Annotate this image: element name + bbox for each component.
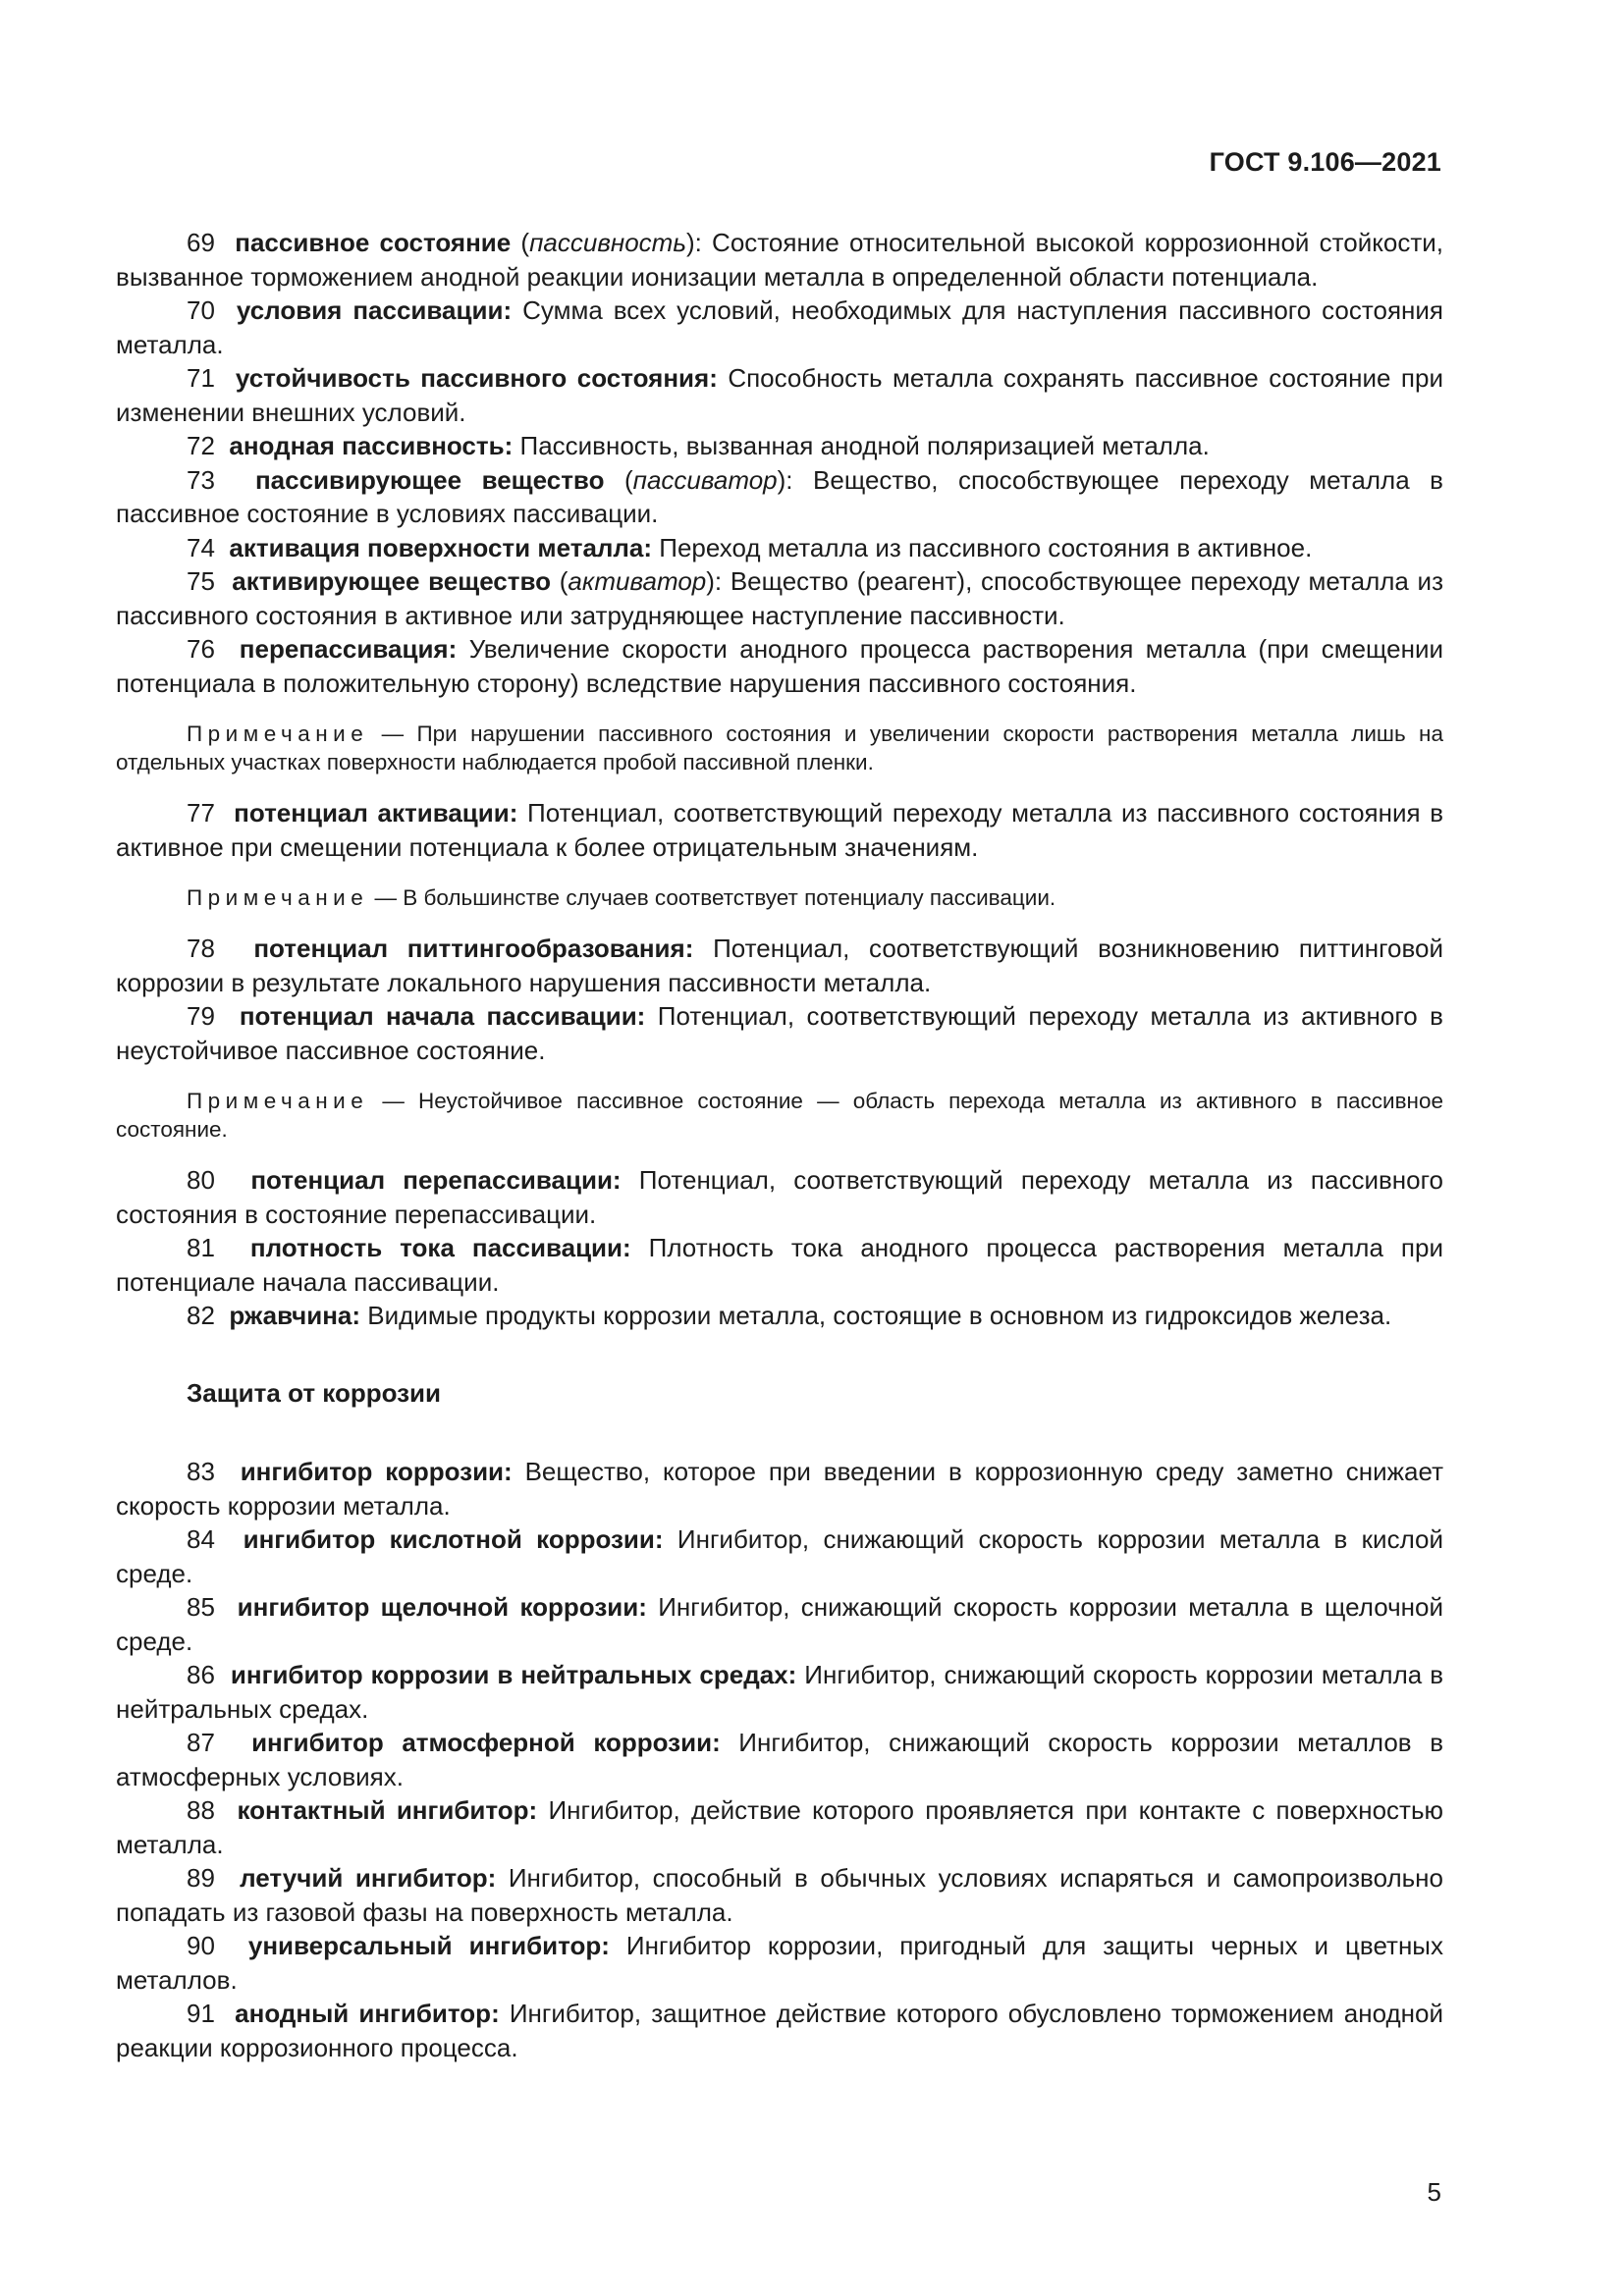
entry-number: 84 [187,1524,215,1554]
entry-term: универсальный ингибитор: [247,1931,610,1960]
note-text: — При нарушении пассивного состояния и увеличении скорости растворения металла лишь на отдельных участках поверхности наблюдается пробой пассивной пленки. [116,721,1443,774]
entry-term: плотность тока пассивации: [249,1233,631,1262]
entry-number: 86 [187,1660,215,1689]
term-entry [116,1163,1443,1231]
entry-definition: Пассивность, вызванная анодной поляризацией металла. [513,431,1210,460]
term-entry [116,932,1443,999]
term-entry [116,294,1443,361]
entry-definition: Вещество (реагент), способствующее переходу металла из пассивного состояния в активное или затрудняющее наступление пассивности. [116,566,1443,630]
entry-term: перепассивация: [239,634,458,664]
entry-definition: Потенциал, соответствующий возникновению питтинговой коррозии в результате локального нарушения пассивности металла. [116,934,1444,997]
term-entry [116,531,1443,565]
terms-block-3 [116,1163,1443,1333]
note [116,1087,1443,1144]
entry-number: 71 [187,363,215,393]
entry-number: 85 [187,1592,215,1622]
entry-term: летучий ингибитор: [240,1863,497,1893]
entry-number: 83 [187,1457,215,1486]
page-number: 5 [1427,2177,1441,2207]
entry-synonym: активатор [568,566,707,596]
note-label: Примечание [187,1089,369,1113]
entry-definition: Ингибитор, действие которого проявляется при контакте с поверхностью металла. [116,1795,1444,1859]
entry-paren-close: ): [706,566,723,596]
document-header: ГОСТ 9.106—2021 [1209,147,1441,177]
entry-number: 77 [187,798,215,828]
entry-definition: Плотность тока анодного процесса растворения металла при потенциале начала пассивации. [116,1233,1443,1297]
entry-term: активирующее вещество [232,566,552,596]
entry-paren-open: ( [511,228,530,257]
entry-definition: Ингибитор, снижающий скорость коррозии металла в кислой среде. [116,1524,1444,1588]
entry-term: ингибитор коррозии в нейтральных средах: [230,1660,797,1689]
term-entry [116,429,1443,463]
term-entry [116,1231,1443,1299]
term-entry [116,1861,1443,1929]
entry-term: потенциал питтингообразования: [253,934,694,963]
entry-number: 75 [187,566,215,596]
entry-number: 76 [187,634,215,664]
entry-term: устойчивость пассивного состояния: [235,363,718,393]
entry-term: ингибитор кислотной коррозии: [243,1524,664,1554]
entry-number: 79 [187,1001,215,1031]
entry-term: активация поверхности металла: [229,532,653,562]
entry-definition: Потенциал, соответствующий переходу металла из пассивного состояния в состояние перепассивации. [116,1165,1443,1229]
entry-paren-close: ): [686,228,702,257]
entry-term: потенциал начала пассивации: [239,1001,646,1031]
entry-number: 90 [187,1931,215,1960]
entry-term: пассивное состояние [235,228,512,257]
term-entry [116,361,1443,429]
entry-term: анодная пассивность: [229,431,514,460]
entry-definition: Потенциал, соответствующий переходу металла из пассивного состояния в активное при смещении потенциала к более отрицательным значениям. [116,798,1444,862]
note-label: Примечание [187,721,369,746]
entry-paren-open: ( [551,566,568,596]
entry-term: потенциал активации: [234,798,518,828]
entry-definition: Ингибитор, снижающий скорость коррозии металлов в атмосферных условиях. [116,1728,1444,1791]
term-entry [116,564,1443,632]
term-entry [116,999,1443,1067]
entry-synonym: пассиватор [632,464,778,495]
entry-definition: Состояние относительной высокой коррозионной стойкости, вызванное торможением анодной реакции ионизации металла в определенной области потенциала. [116,228,1443,292]
entry-synonym: пассивность [529,228,686,257]
entry-definition: Ингибитор, снижающий скорость коррозии металла в щелочной среде. [116,1592,1443,1656]
term-entry [116,1997,1443,2064]
entry-term: анодный ингибитор: [235,1999,500,2028]
terms-block-1 [116,226,1443,700]
entry-number: 69 [187,228,215,257]
entry-term: пассивирующее вещество [254,464,605,495]
note-label: Примечание [187,885,369,910]
entry-definition: Ингибитор, способный в обычных условиях испаряться и самопроизвольно попадать из газовой фазы на поверхность металла. [116,1863,1443,1927]
terms-block-2 [116,932,1443,1067]
term-entry [116,1522,1443,1590]
note [116,883,1443,912]
note [116,720,1443,776]
entry-definition: Видимые продукты коррозии металла, состоящие в основном из гидроксидов железа. [360,1301,1392,1330]
term-entry [116,463,1443,531]
entry-term: ингибитор щелочной коррозии: [237,1592,647,1622]
entry-number: 78 [187,934,215,963]
term-entry [116,1455,1443,1522]
entry-definition: Ингибитор коррозии, пригодный для защиты черных и цветных металлов. [116,1931,1443,1995]
entry-definition: Потенциал, соответствующий переходу металла из активного в неустойчивое пассивное состояние. [116,1001,1443,1065]
entry-term: ингибитор атмосферной коррозии: [251,1728,721,1757]
entry-number: 73 [187,464,215,495]
entry-definition: Вещество, способствующее переходу металла в пассивное состояние в условиях пассивации. [116,464,1443,528]
entry-term: ржавчина: [229,1301,361,1330]
entry-definition: Вещество, которое при введении в коррозионную среду заметно снижает скорость коррозии металла. [116,1457,1443,1521]
entry-number: 72 [187,431,215,460]
entry-number: 89 [187,1863,215,1893]
term-entry [116,796,1443,864]
entry-paren-close: ): [777,464,793,495]
entry-paren-open: ( [604,464,633,495]
entry-number: 91 [187,1999,215,2028]
entry-term: потенциал перепассивации: [250,1165,622,1195]
term-entry [116,632,1443,700]
term-entry [116,1793,1443,1861]
entry-number: 70 [187,295,215,325]
term-entry [116,226,1443,294]
entry-definition: Сумма всех условий, необходимых для наступления пассивного состояния металла. [116,295,1444,359]
entry-definition: Увеличение скорости анодного процесса растворения металла (при смещении потенциала в положительную сторону) вследствие нарушения пассивного состояния. [116,634,1443,698]
term-entry [116,1726,1443,1793]
terms-block-4 [116,1455,1443,2064]
term-entry [116,1658,1443,1726]
term-entry [116,1299,1443,1333]
entry-number: 80 [187,1165,215,1195]
term-entry [116,1929,1443,1997]
entry-definition: Способность металла сохранять пассивное состояние при изменении внешних условий. [116,363,1443,427]
section-heading: Защита от коррозии [187,1377,442,1408]
document-body [116,226,1443,2064]
entry-term: условия пассивации: [236,295,513,325]
entry-term: ингибитор коррозии: [240,1457,513,1486]
entry-definition: Ингибитор, снижающий скорость коррозии металла в нейтральных средах. [116,1660,1444,1724]
entry-definition: Ингибитор, защитное действие которого обусловлено торможением анодной реакции коррозионного процесса. [116,1999,1443,2062]
entry-definition: Переход металла из пассивного состояния в активное. [652,532,1313,562]
entry-number: 87 [187,1728,215,1757]
note-text: — В большинстве случаев соответствует потенциалу пассивации. [368,885,1056,910]
term-entry [116,1590,1443,1658]
entry-number: 74 [187,532,215,562]
entry-number: 82 [187,1301,215,1330]
entry-term: контактный ингибитор: [237,1795,538,1825]
entry-number: 81 [187,1233,215,1262]
note-text: — Неустойчивое пассивное состояние — область перехода металла из активного в пассивное состояние. [116,1089,1443,1142]
entry-number: 88 [187,1795,215,1825]
